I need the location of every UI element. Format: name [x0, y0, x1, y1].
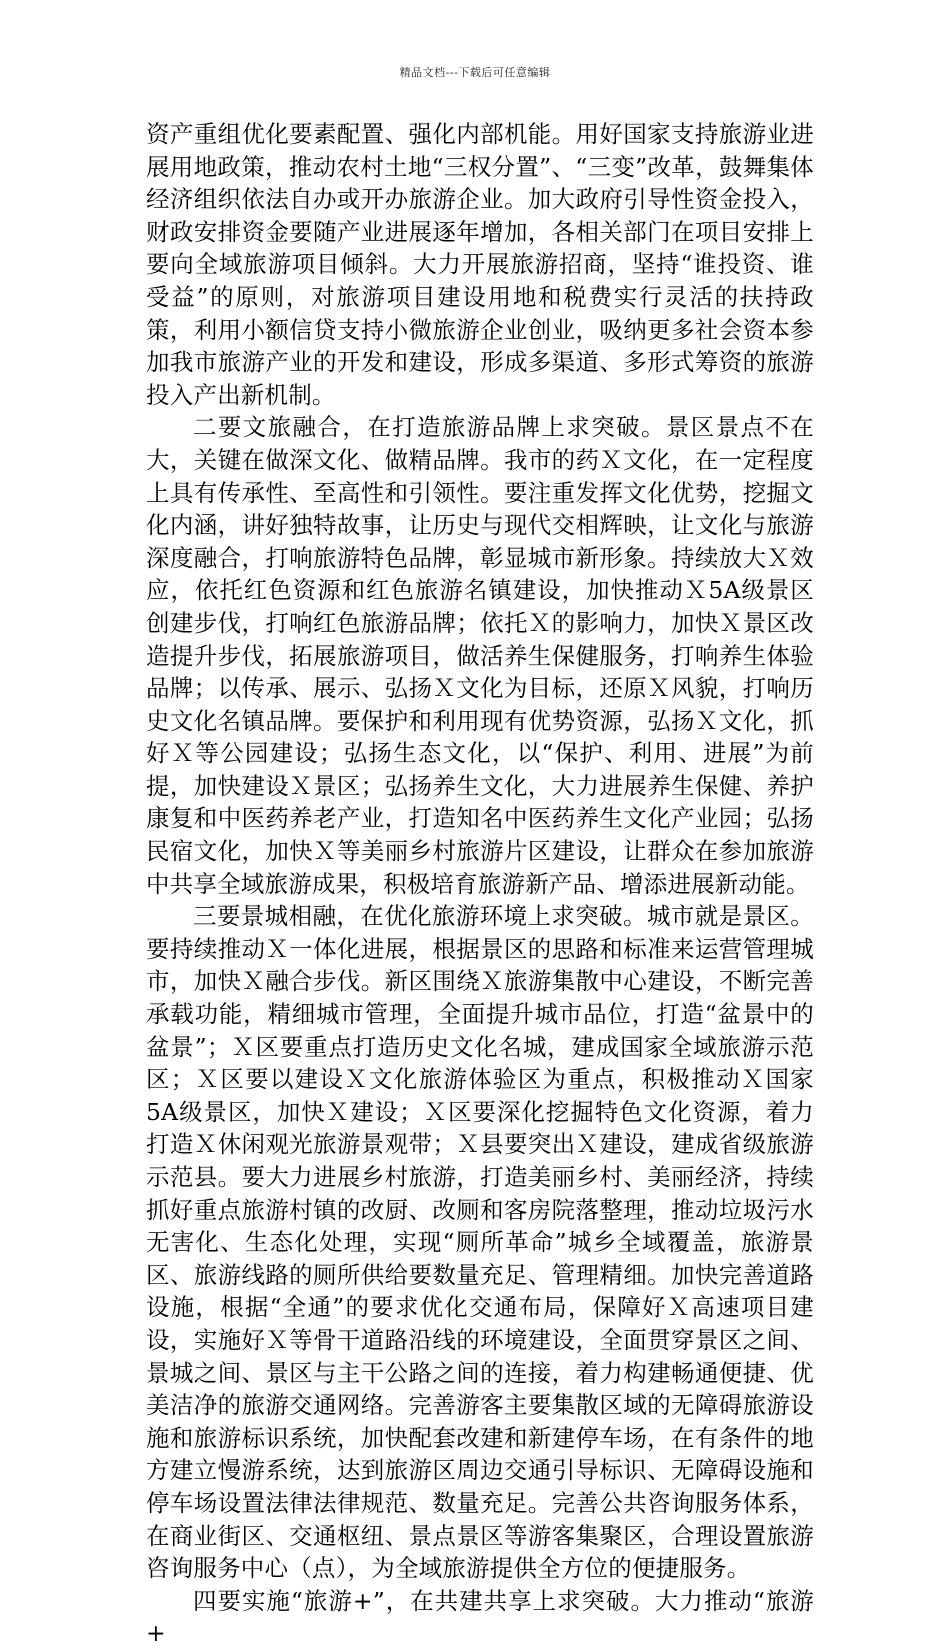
- document-body: [146, 118, 814, 1650]
- page-header: 精品文档---下载后可任意编辑: [399, 66, 551, 79]
- paragraph-tourism-plus: 四要实施“旅游+”，在共建共享上求突破。大力推动“旅游+: [146, 1586, 814, 1648]
- paragraph-city-scenic: 三要景城相融，在优化旅游环境上求突破。城市就是景区。要持续推动Ｘ一体化进展，根据景区的思路和标准来运营管理城市，加快Ｘ融合步伐。新区围绕Ｘ旅游集散中心建设，不断完善承载功能，精细城市管理，全面提升城市品位，打造“盆景中的盆景”；Ｘ区要重点打造历史文化名城，建成国家全域旅游示范区；Ｘ区要以建设Ｘ文化旅游体验区为重点，积极推动Ｘ国家5A级景区，加快Ｘ建设；Ｘ区要深化挖掘特色文化资源，着力打造Ｘ休闲观光旅游景观带；Ｘ县要突出Ｘ建设，建成省级旅游示范县。要大力进展乡村旅游，打造美丽乡村、美丽经济，持续抓好重点旅游村镇的改厨、改厕和客房院落整理，推动垃圾污水无害化、生态化处理，实现“厕所革命”城乡全域覆盖，旅游景区、旅游线路的厕所供给要数量充足、管理精细。加快完善道路设施，根据“全通”的要求优化交通布局，保障好Ｘ高速项目建设，实施好Ｘ等骨干道路沿线的环境建设，全面贯穿景区之间、景城之间、景区与主干公路之间的连接，着力构建畅通便捷、优美洁净的旅游交通网络。完善游客主要集散区域的无障碍旅游设施和旅游标识系统，加快配套改建和新建停车场，在有条件的地方建立慢游系统，达到旅游区周边交通引导标识、无障碍设施和停车场设置法律法律规范、数量充足。完善公共咨询服务体系，在商业街区、交通枢纽、景点景区等游客集聚区，合理设置旅游咨询服务中心（点），为全域旅游提供全方位的便捷服务。: [146, 902, 814, 1583]
- paragraph-continuation: 资产重组优化要素配置、强化内部机能。用好国家支持旅游业进展用地政策，推动农村土地“三权分置”、“三变”改革，鼓舞集体经济组织依法自办或开办旅游企业。加大政府引导性资金投入，财政安排资金要随产业进展逐年增加，各相关部门在项目安排上要向全域旅游项目倾斜。大力开展旅游招商，坚持“谁投资、谁受益”的原则，对旅游项目建设用地和税费实行灵活的扶持政策，利用小额信贷支持小微旅游企业创业，吸纳更多社会资本参加我市旅游产业的开发和建设，形成多渠道、多形式筹资的旅游投入产出新机制。: [146, 120, 814, 409]
- paragraph-cultural-tourism: 二要文旅融合，在打造旅游品牌上求突破。景区景点不在大，关键在做深文化、做精品牌。我市的药Ｘ文化，在一定程度上具有传承性、至高性和引领性。要注重发挥文化优势，挖掘文化内涵，讲好独特故事，让历史与现代交相辉映，让文化与旅游深度融合，打响旅游特色品牌，彰显城市新形象。持续放大Ｘ效应，依托红色资源和红色旅游名镇建设，加快推动Ｘ5A级景区创建步伐，打响红色旅游品牌；依托Ｘ的影响力，加快Ｘ景区改造提升步伐，拓展旅游项目，做活养生保健服务，打响养生体验品牌；以传承、展示、弘扬Ｘ文化为目标，还原Ｘ风貌，打响历史文化名镇品牌。要保护和利用现有优势资源，弘扬Ｘ文化，抓好Ｘ等公园建设；弘扬生态文化，以“保护、利用、进展”为前提，加快建设Ｘ景区；弘扬养生文化，大力进展养生保健、养护康复和中医药养老产业，打造知名中医药养生文化产业园；弘扬民宿文化，加快Ｘ等美丽乡村旅游片区建设，让群众在参加旅游中共享全域旅游成果，积极培育旅游新产品、增添进展新动能。: [146, 413, 814, 898]
